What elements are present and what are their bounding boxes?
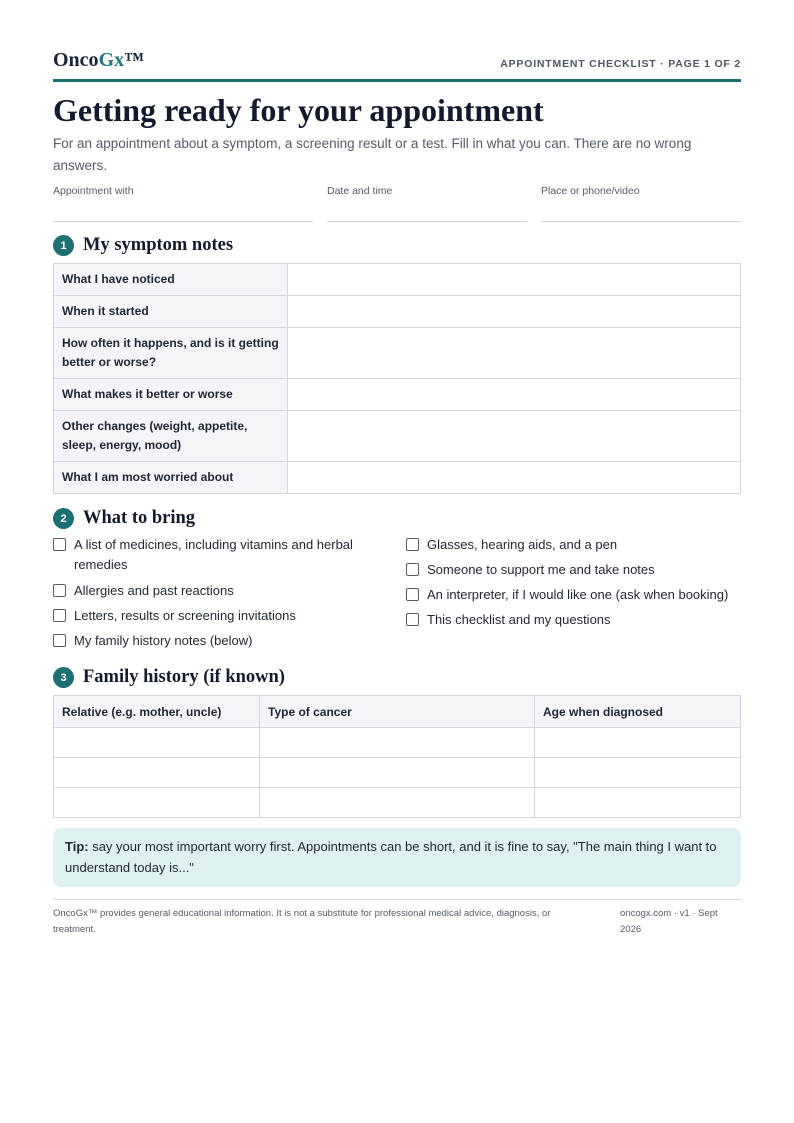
family-history-table	[53, 695, 741, 818]
table-row	[54, 758, 741, 788]
answer-cell[interactable]	[288, 411, 741, 462]
table-cell[interactable]	[54, 788, 260, 818]
checklist-item[interactable]	[53, 581, 373, 601]
checkbox[interactable]	[406, 563, 419, 576]
section-title: My symptom notes	[83, 235, 234, 255]
field-label: Date and time	[327, 185, 393, 197]
checkbox[interactable]	[53, 538, 66, 551]
date-time-field[interactable]	[327, 185, 527, 222]
table-row	[54, 462, 741, 494]
checklist-item[interactable]	[406, 610, 741, 630]
checkbox[interactable]	[53, 634, 66, 647]
checkbox[interactable]	[53, 609, 66, 622]
checklist-item[interactable]	[406, 535, 741, 555]
checklist-label: An interpreter, if I would like one (ask when booking)	[427, 587, 729, 602]
checklist-label: Letters, results or screening invitations	[74, 608, 296, 623]
table-row	[54, 379, 741, 411]
section-number: 2	[53, 508, 74, 529]
tip-label: Tip:	[65, 839, 89, 854]
column-header: Type of cancer	[260, 696, 535, 728]
section-number: 1	[53, 235, 74, 256]
row-label: Other changes (weight, appetite, sleep, energy, mood)	[54, 411, 288, 462]
checklist-label: Allergies and past reactions	[74, 583, 234, 598]
answer-cell[interactable]	[288, 296, 741, 328]
row-label: What I am most worried about	[54, 462, 288, 494]
brand-logo: OncoGx™	[53, 49, 145, 71]
symptom-table	[53, 263, 741, 494]
table-cell[interactable]	[54, 728, 260, 758]
tip-box	[53, 828, 741, 887]
checklist-item[interactable]	[406, 560, 741, 580]
checkbox[interactable]	[406, 588, 419, 601]
checklist-label: Glasses, hearing aids, and a pen	[427, 537, 618, 552]
row-label: What I have noticed	[54, 264, 288, 296]
header	[53, 48, 741, 82]
intro-text: For an appointment about a symptom, a screening result or a test. Fill in what you can. There are no wrong answers.	[53, 136, 692, 173]
checklist-item[interactable]	[53, 606, 373, 626]
table-row	[54, 728, 741, 758]
section-title: What to bring	[83, 508, 196, 528]
checklist-item[interactable]	[53, 535, 373, 575]
answer-cell[interactable]	[288, 379, 741, 411]
page-info: APPOINTMENT CHECKLIST · PAGE 1 OF 2	[500, 58, 741, 70]
section-title: Family history (if known)	[83, 667, 285, 687]
checklist-label: My family history notes (below)	[74, 633, 253, 648]
table-cell[interactable]	[535, 728, 741, 758]
bring-list-right	[406, 535, 741, 630]
checklist-label: Someone to support me and take notes	[427, 562, 655, 577]
site-version: oncogx.com · v1 · Sept 2026	[620, 908, 718, 935]
checkbox[interactable]	[406, 613, 419, 626]
bring-list-left	[53, 535, 373, 651]
section-number: 3	[53, 667, 74, 688]
answer-cell[interactable]	[288, 462, 741, 494]
field-label: Appointment with	[53, 185, 134, 197]
answer-cell[interactable]	[288, 328, 741, 379]
table-row	[54, 328, 741, 379]
table-cell[interactable]	[54, 758, 260, 788]
table-cell[interactable]	[260, 788, 535, 818]
checkbox[interactable]	[53, 584, 66, 597]
column-header: Relative (e.g. mother, uncle)	[54, 696, 260, 728]
table-cell[interactable]	[535, 788, 741, 818]
checklist-label: This checklist and my questions	[427, 612, 611, 627]
field-label: Place or phone/video	[541, 185, 640, 197]
table-row	[54, 264, 741, 296]
checklist-item[interactable]	[406, 585, 741, 605]
page-title: Getting ready for your appointment	[53, 92, 544, 128]
section-header-bring	[53, 508, 195, 529]
table-cell[interactable]	[535, 758, 741, 788]
tip-text: say your most important worry first. Appointments can be short, and it is fine to say, "The main thing I want to understand today is..."	[65, 839, 717, 875]
answer-cell[interactable]	[288, 264, 741, 296]
section-header-family	[53, 667, 285, 688]
table-row	[54, 788, 741, 818]
footer	[53, 899, 741, 935]
checkbox[interactable]	[406, 538, 419, 551]
appointment-with-field[interactable]	[53, 185, 313, 222]
checklist-item[interactable]	[53, 631, 373, 651]
table-row	[54, 411, 741, 462]
section-header-symptoms	[53, 235, 233, 256]
table-header-row	[54, 696, 741, 728]
table-cell[interactable]	[260, 758, 535, 788]
table-cell[interactable]	[260, 728, 535, 758]
checklist-label: A list of medicines, including vitamins and herbal remedies	[74, 537, 353, 572]
row-label: When it started	[54, 296, 288, 328]
row-label: How often it happens, and is it getting better or worse?	[54, 328, 288, 379]
disclaimer-text: OncoGx™ provides general educational information. It is not a substitute for professional medical advice, diagnosis, or treatment.	[53, 908, 551, 935]
table-row	[54, 296, 741, 328]
row-label: What makes it better or worse	[54, 379, 288, 411]
place-field[interactable]	[541, 185, 741, 222]
column-header: Age when diagnosed	[535, 696, 741, 728]
